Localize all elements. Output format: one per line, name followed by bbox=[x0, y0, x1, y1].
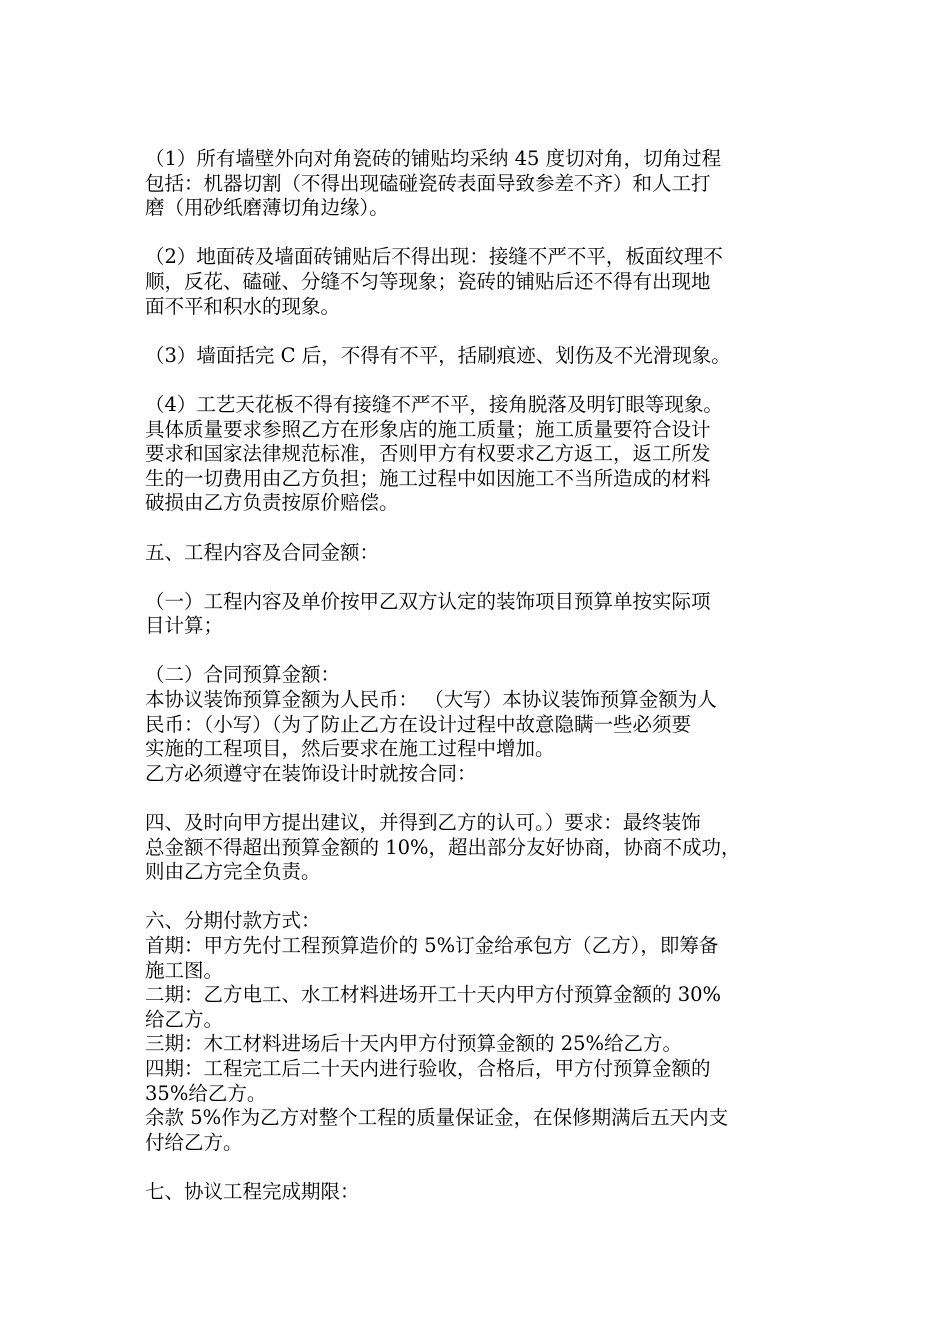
text-line: 具体质量要求参照乙方在形象店的施工质量；施工质量要符合设计 bbox=[145, 417, 711, 441]
paragraph-gap bbox=[145, 221, 825, 246]
text-line: 实施的工程项目，然后要求在施工过程中增加。 bbox=[145, 737, 555, 761]
paragraph-gap bbox=[145, 1155, 825, 1180]
text-line: 民币：（小写）（为了防止乙方在设计过程中故意隐瞒一些必须要 bbox=[145, 712, 692, 736]
text-line: 面不平和积水的现象。 bbox=[145, 294, 341, 318]
text-line: 付给乙方。 bbox=[145, 1130, 243, 1154]
text-line: 乙方必须遵守在装饰设计时就按合同： bbox=[145, 761, 477, 785]
text-line: 施工图。 bbox=[145, 958, 224, 982]
text-line: 顺，反花、磕碰、分缝不匀等现象；瓷砖的铺贴后还不得有出现地 bbox=[145, 269, 711, 293]
paragraph-budget-limit bbox=[145, 811, 825, 885]
paragraph-gap bbox=[145, 565, 825, 590]
text-line: 六、分期付款方式： bbox=[145, 909, 321, 933]
text-line: 二期：乙方电工、水工材料进场开工十天内甲方付预算金额的 30% bbox=[145, 983, 722, 1007]
text-line: 本协议装饰预算金额为人民币： （大写）本协议装饰预算金额为人 bbox=[145, 688, 717, 712]
text-line: 七、协议工程完成期限： bbox=[145, 1179, 360, 1203]
paragraph-ceiling-quality bbox=[145, 393, 825, 516]
text-line: （二）合同预算金额： bbox=[145, 663, 341, 687]
text-line: （一）工程内容及单价按甲乙双方认定的装饰项目预算单按实际项 bbox=[145, 589, 711, 613]
section-heading-5 bbox=[145, 541, 825, 566]
text-line: 生的一切费用由乙方负担；施工过程中如因施工不当所造成的材料 bbox=[145, 466, 711, 490]
text-line: 包括：机器切割（不得出现磕碰瓷砖表面导致参差不齐）和人工打 bbox=[145, 171, 711, 195]
paragraph-gap bbox=[145, 516, 825, 541]
paragraph-floor-tile bbox=[145, 245, 825, 319]
paragraph-tile-cut bbox=[145, 147, 825, 221]
section-heading-7 bbox=[145, 1180, 825, 1205]
paragraph-budget-amount bbox=[145, 663, 825, 786]
text-line: 总金额不得超出预算金额的 10%，超出部分友好协商，协商不成功， bbox=[145, 835, 741, 859]
paragraph-gap bbox=[145, 319, 825, 344]
text-line: 给乙方。 bbox=[145, 1007, 224, 1031]
text-line: 要求和国家法律规范标准，否则甲方有权要求乙方返工，返工所发 bbox=[145, 442, 711, 466]
text-line: 目计算； bbox=[145, 614, 224, 638]
paragraph-work-content bbox=[145, 590, 825, 639]
text-line: 磨（用砂纸磨薄切角边缘）。 bbox=[145, 196, 389, 220]
text-line: （3）墙面括完 C 后，不得有不平，括刷痕迹、划伤及不光滑现象。 bbox=[145, 343, 731, 367]
paragraph-gap bbox=[145, 885, 825, 910]
text-line: 四期：工程完工后二十天内进行验收，合格后，甲方付预算金额的 bbox=[145, 1056, 711, 1080]
text-line: 三期：木工材料进场后十天内甲方付预算金额的 25%给乙方。 bbox=[145, 1032, 683, 1056]
paragraph-gap bbox=[145, 786, 825, 811]
text-line: （4）工艺天花板不得有接缝不严不平，接角脱落及明钉眼等现象。 bbox=[145, 392, 723, 416]
text-line: 四、及时向甲方提出建议，并得到乙方的认可。）要求：最终装饰 bbox=[145, 811, 701, 835]
text-line: 破损由乙方负责按原价赔偿。 bbox=[145, 491, 399, 515]
paragraph-wall-plaster bbox=[145, 344, 825, 369]
text-line: 则由乙方完全负责。 bbox=[145, 860, 321, 884]
text-line: 余款 5%作为乙方对整个工程的质量保证金，在保修期满后五天内支 bbox=[145, 1106, 729, 1130]
text-line: 首期：甲方先付工程预算造价的 5%订金给承包方（乙方），即筹备 bbox=[145, 934, 719, 957]
document-page bbox=[145, 147, 825, 1205]
paragraph-gap bbox=[145, 368, 825, 393]
paragraph-payment-schedule bbox=[145, 909, 825, 1155]
text-line: 35%给乙方。 bbox=[145, 1081, 267, 1105]
text-line: （2）地面砖及墙面砖铺贴后不得出现：接缝不严不平，板面纹理不 bbox=[145, 245, 723, 269]
text-line: 五、工程内容及合同金额： bbox=[145, 540, 380, 564]
text-line: （1）所有墙壁外向对角瓷砖的铺贴均采纳 45 度切对角，切角过程 bbox=[145, 147, 722, 170]
paragraph-gap bbox=[145, 639, 825, 664]
